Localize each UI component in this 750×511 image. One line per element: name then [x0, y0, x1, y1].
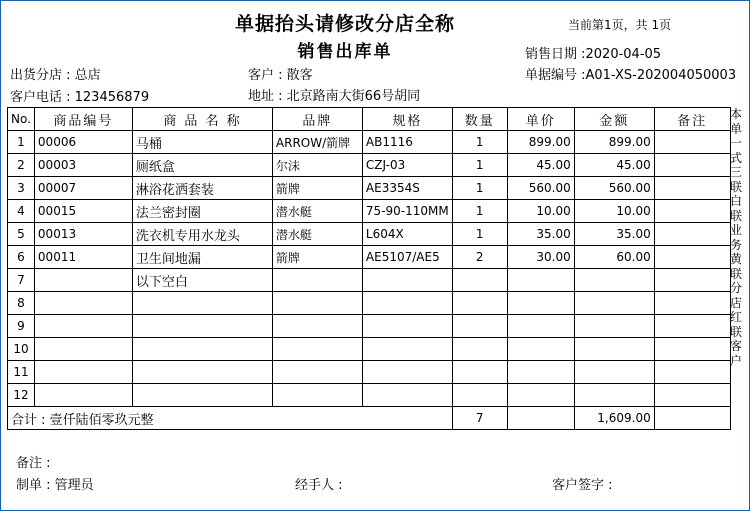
- table-row: [8, 154, 731, 177]
- cell-name: 厕纸盒: [132, 154, 272, 177]
- cell-amount: [574, 338, 654, 361]
- col-header-code: 商品编号: [34, 108, 132, 131]
- cell-spec: AB1116: [362, 131, 452, 154]
- cell-amount: 560.00: [574, 177, 654, 200]
- cell-spec: [362, 338, 452, 361]
- cell-price: [507, 315, 574, 338]
- cell-price: [507, 269, 574, 292]
- cell-spec: [362, 269, 452, 292]
- cell-name: 以下空白: [132, 269, 272, 292]
- doc-number: 单据编号 :A01-XS-202004050003: [525, 68, 737, 83]
- table-row: [8, 315, 731, 338]
- cell-no: 8: [8, 292, 35, 315]
- cell-qty: [452, 384, 507, 407]
- cell-price: 10.00: [507, 200, 574, 223]
- total-row: [8, 407, 731, 430]
- cell-brand: [272, 269, 362, 292]
- cell-note: [654, 338, 730, 361]
- cell-spec: CZJ-03: [362, 154, 452, 177]
- cell-brand: [272, 338, 362, 361]
- document-title: 单据抬头请修改分店全称: [234, 13, 455, 35]
- cell-no: 6: [8, 246, 35, 269]
- cell-amount: [574, 292, 654, 315]
- customer-field: 客户 : 散客: [248, 68, 313, 83]
- cell-note: [654, 200, 730, 223]
- cell-note: [654, 292, 730, 315]
- cell-name: 马桶: [132, 131, 272, 154]
- cell-no: 7: [8, 269, 35, 292]
- cell-no: 3: [8, 177, 35, 200]
- table-row: [8, 177, 731, 200]
- cell-brand: [272, 315, 362, 338]
- cell-qty: 1: [452, 131, 507, 154]
- cell-note: [654, 246, 730, 269]
- cell-spec: AE5107/AE5: [362, 246, 452, 269]
- cell-qty: 1: [452, 154, 507, 177]
- cell-brand: 潜水艇: [272, 200, 362, 223]
- address-field: 地址 : 北京路南大街66号胡同: [248, 89, 421, 104]
- phone-field: 客户电话 : 123456879: [10, 90, 150, 105]
- cell-code: 00006: [34, 131, 132, 154]
- cell-amount: 10.00: [574, 200, 654, 223]
- cell-note: [654, 269, 730, 292]
- cell-amount: 899.00: [574, 131, 654, 154]
- cell-amount: [574, 361, 654, 384]
- cell-code: [34, 292, 132, 315]
- cell-spec: 75-90-110MM: [362, 200, 452, 223]
- cell-code: 00013: [34, 223, 132, 246]
- cell-name: 淋浴花洒套装: [132, 177, 272, 200]
- document-subtitle: 销售出库单: [297, 42, 393, 62]
- cell-amount: [574, 384, 654, 407]
- cell-price: [507, 338, 574, 361]
- cell-code: 00007: [34, 177, 132, 200]
- cell-qty: [452, 338, 507, 361]
- cell-code: 00015: [34, 200, 132, 223]
- cell-no: 9: [8, 315, 35, 338]
- cell-name: [132, 384, 272, 407]
- cell-price: [507, 361, 574, 384]
- cell-brand: 潜水艇: [272, 223, 362, 246]
- cell-name: [132, 361, 272, 384]
- cell-amount: 60.00: [574, 246, 654, 269]
- cell-qty: [452, 361, 507, 384]
- cell-qty: 1: [452, 223, 507, 246]
- cell-no: 12: [8, 384, 35, 407]
- table-row: [8, 269, 731, 292]
- total-label: 合计 : 壹仟陆佰零玖元整: [8, 407, 453, 430]
- cell-no: 10: [8, 338, 35, 361]
- table-header-row: [8, 108, 731, 131]
- cell-name: [132, 292, 272, 315]
- cell-spec: [362, 361, 452, 384]
- total-qty: 7: [452, 407, 507, 430]
- cell-note: [654, 315, 730, 338]
- cell-note: [654, 361, 730, 384]
- cell-price: 35.00: [507, 223, 574, 246]
- total-note-empty: [654, 407, 730, 430]
- cell-brand: ARROW/箭牌: [272, 131, 362, 154]
- table-row: [8, 200, 731, 223]
- cell-price: 899.00: [507, 131, 574, 154]
- total-amount: 1,609.00: [574, 407, 654, 430]
- cell-code: 00003: [34, 154, 132, 177]
- cell-name: 法兰密封圈: [132, 200, 272, 223]
- cell-price: 30.00: [507, 246, 574, 269]
- cell-no: 5: [8, 223, 35, 246]
- cell-spec: AE3354S: [362, 177, 452, 200]
- cell-brand: 箭牌: [272, 246, 362, 269]
- table-row: [8, 384, 731, 407]
- cell-no: 2: [8, 154, 35, 177]
- table-row: [8, 292, 731, 315]
- page-info: 当前第1页，共 1页: [568, 18, 672, 32]
- cell-qty: 1: [452, 200, 507, 223]
- remark-field: 备注 :: [16, 456, 51, 471]
- cell-price: [507, 292, 574, 315]
- cell-brand: 箭牌: [272, 177, 362, 200]
- cell-no: 11: [8, 361, 35, 384]
- cell-no: 4: [8, 200, 35, 223]
- cell-qty: [452, 269, 507, 292]
- cell-amount: [574, 269, 654, 292]
- maker-field: 制单 : 管理员: [16, 478, 94, 493]
- cell-note: [654, 154, 730, 177]
- col-header-qty: 数量: [452, 108, 507, 131]
- table-row: [8, 246, 731, 269]
- col-header-spec: 规格: [362, 108, 452, 131]
- store-field: 出货分店 : 总店: [10, 68, 101, 83]
- cell-code: [34, 315, 132, 338]
- cell-code: [34, 269, 132, 292]
- sale-date: 销售日期 :2020-04-05: [525, 47, 662, 62]
- copy-distribution-note: 本单一式三联 白联业务 黄联分店 红联客户: [729, 107, 742, 368]
- cell-note: [654, 177, 730, 200]
- handler-field: 经手人 :: [295, 478, 343, 493]
- table-row: [8, 223, 731, 246]
- cell-amount: [574, 315, 654, 338]
- table-row: [8, 361, 731, 384]
- table-row: [8, 131, 731, 154]
- cell-name: [132, 315, 272, 338]
- cell-name: [132, 338, 272, 361]
- cell-price: 45.00: [507, 154, 574, 177]
- cell-spec: [362, 315, 452, 338]
- cell-price: 560.00: [507, 177, 574, 200]
- cell-code: 00011: [34, 246, 132, 269]
- col-header-brand: 品牌: [272, 108, 362, 131]
- cell-code: [34, 338, 132, 361]
- cell-no: 1: [8, 131, 35, 154]
- cell-spec: [362, 292, 452, 315]
- items-table: [7, 107, 731, 430]
- cell-brand: [272, 384, 362, 407]
- col-header-amount: 金额: [574, 108, 654, 131]
- cell-qty: [452, 292, 507, 315]
- cell-name: 洗衣机专用水龙头: [132, 223, 272, 246]
- cell-qty: 1: [452, 177, 507, 200]
- cell-note: [654, 131, 730, 154]
- cell-spec: [362, 384, 452, 407]
- cell-code: [34, 361, 132, 384]
- cell-amount: 35.00: [574, 223, 654, 246]
- cell-note: [654, 384, 730, 407]
- col-header-note: 备注: [654, 108, 730, 131]
- cell-name: 卫生间地漏: [132, 246, 272, 269]
- cell-qty: [452, 315, 507, 338]
- cell-note: [654, 223, 730, 246]
- cell-brand: [272, 292, 362, 315]
- signature-field: 客户签字 :: [552, 478, 613, 493]
- table-row: [8, 338, 731, 361]
- cell-price: [507, 384, 574, 407]
- total-price-empty: [507, 407, 574, 430]
- col-header-price: 单价: [507, 108, 574, 131]
- cell-code: [34, 384, 132, 407]
- cell-amount: 45.00: [574, 154, 654, 177]
- col-header-no: No.: [8, 108, 35, 131]
- cell-brand: [272, 361, 362, 384]
- col-header-name: 商 品 名 称: [132, 108, 272, 131]
- cell-brand: 尔沫: [272, 154, 362, 177]
- cell-spec: L604X: [362, 223, 452, 246]
- cell-qty: 2: [452, 246, 507, 269]
